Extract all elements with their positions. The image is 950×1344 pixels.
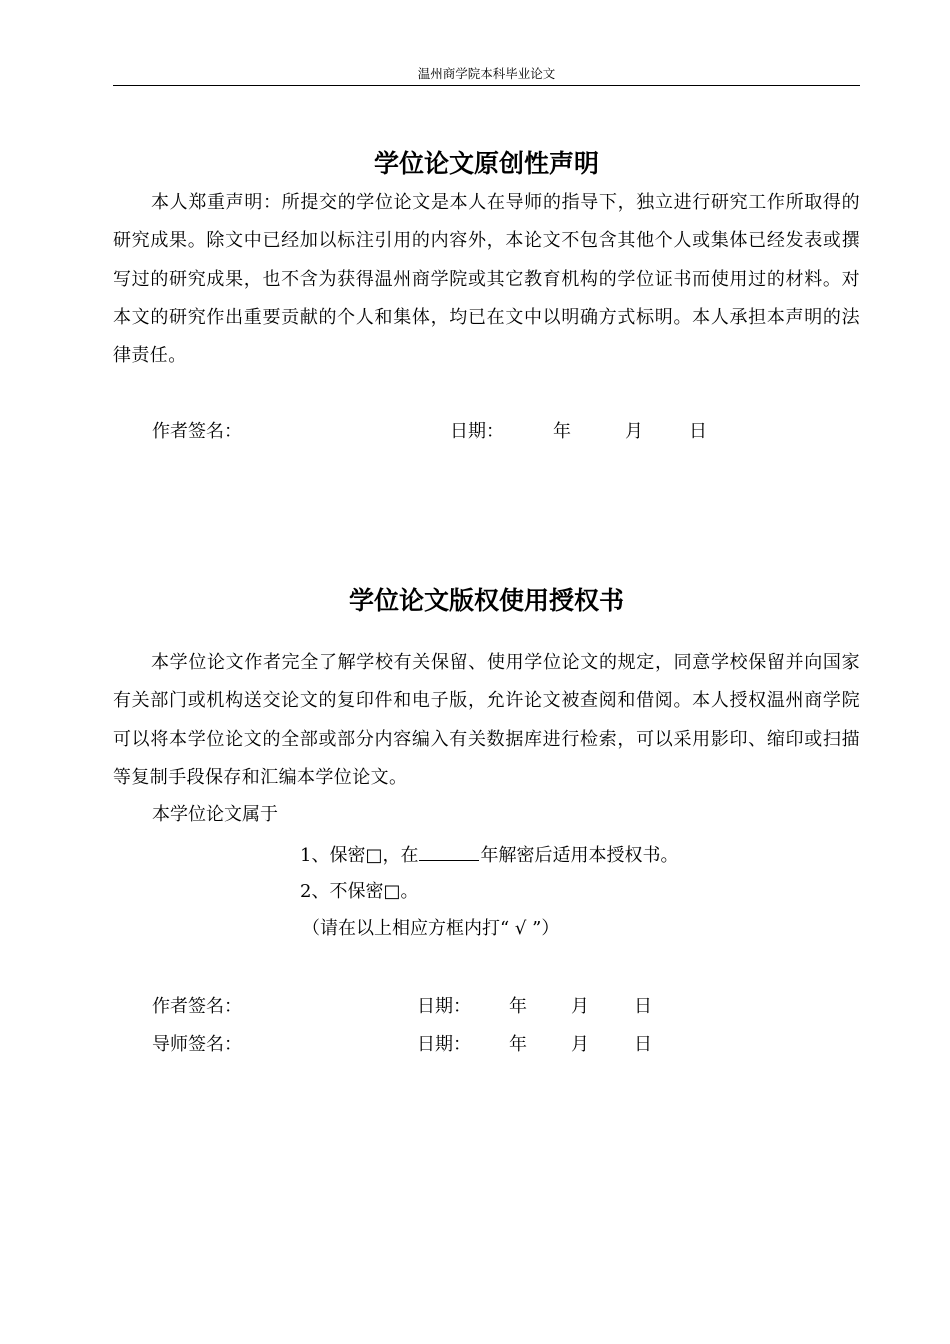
supervisor-day-label: 日 (634, 1034, 652, 1055)
authorization-author-month-label: 月 (571, 996, 589, 1017)
option-confidential-prefix: 1、保密□，在 (300, 845, 419, 866)
originality-month-label: 月 (625, 421, 643, 442)
supervisor-year-label: 年 (509, 1034, 527, 1055)
option-confidential (300, 842, 678, 868)
running-header: 温州商学院本科毕业论文 (417, 66, 556, 81)
authorization-author-date-label: 日期： (417, 996, 471, 1017)
authorization-body: 本学位论文作者完全了解学校有关保留、使用学位论文的规定，同意学校保留并向国家有关部门或机构送交论文的复印件和电子版，允许论文被查阅和借阅。本人授权温州商学院可以将本学位论文的全部或部分内容编入有关数据库进行检索，可以采用影印、缩印或扫描等复制手段保存和汇编本学位论文。 (113, 652, 860, 788)
option-confidential-suffix: 年解密后适用本授权书。 (480, 845, 679, 866)
authorization-title: 学位论文版权使用授权书 (348, 586, 624, 615)
authorization-author-signature-label: 作者签名： (152, 996, 242, 1017)
originality-author-signature-label: 作者签名： (152, 421, 242, 442)
authorization-author-year-label: 年 (509, 996, 527, 1017)
checkbox-instruction-note: （请在以上相应方框内打“ √ ”） (302, 918, 560, 939)
originality-year-label: 年 (553, 421, 571, 442)
supervisor-date-label: 日期： (417, 1034, 471, 1055)
supervisor-signature-label: 导师签名： (152, 1034, 242, 1055)
supervisor-month-label: 月 (571, 1034, 589, 1055)
originality-body: 本人郑重声明：所提交的学位论文是本人在导师的指导下，独立进行研究工作所取得的研究成果。除文中已经加以标注引用的内容外，本论文不包含其他个人或集体已经发表或撰写过的研究成果，也不含为获得温州商学院或其它教育机构的学位证书而使用过的材料。对本文的研究作出重要贡献的个人和集体，均已在文中以明确方式标明。本人承担本声明的法律责任。 (113, 192, 860, 367)
originality-day-label: 日 (689, 421, 707, 442)
authorization-author-day-label: 日 (634, 996, 652, 1017)
originality-title: 学位论文原创性声明 (373, 149, 599, 178)
declassify-year-blank[interactable] (419, 842, 479, 861)
header-rule (113, 85, 860, 86)
option-not-confidential: 2、不保密□。 (300, 881, 419, 902)
belongs-label: 本学位论文属于 (152, 804, 278, 825)
originality-date-label: 日期： (450, 421, 504, 442)
